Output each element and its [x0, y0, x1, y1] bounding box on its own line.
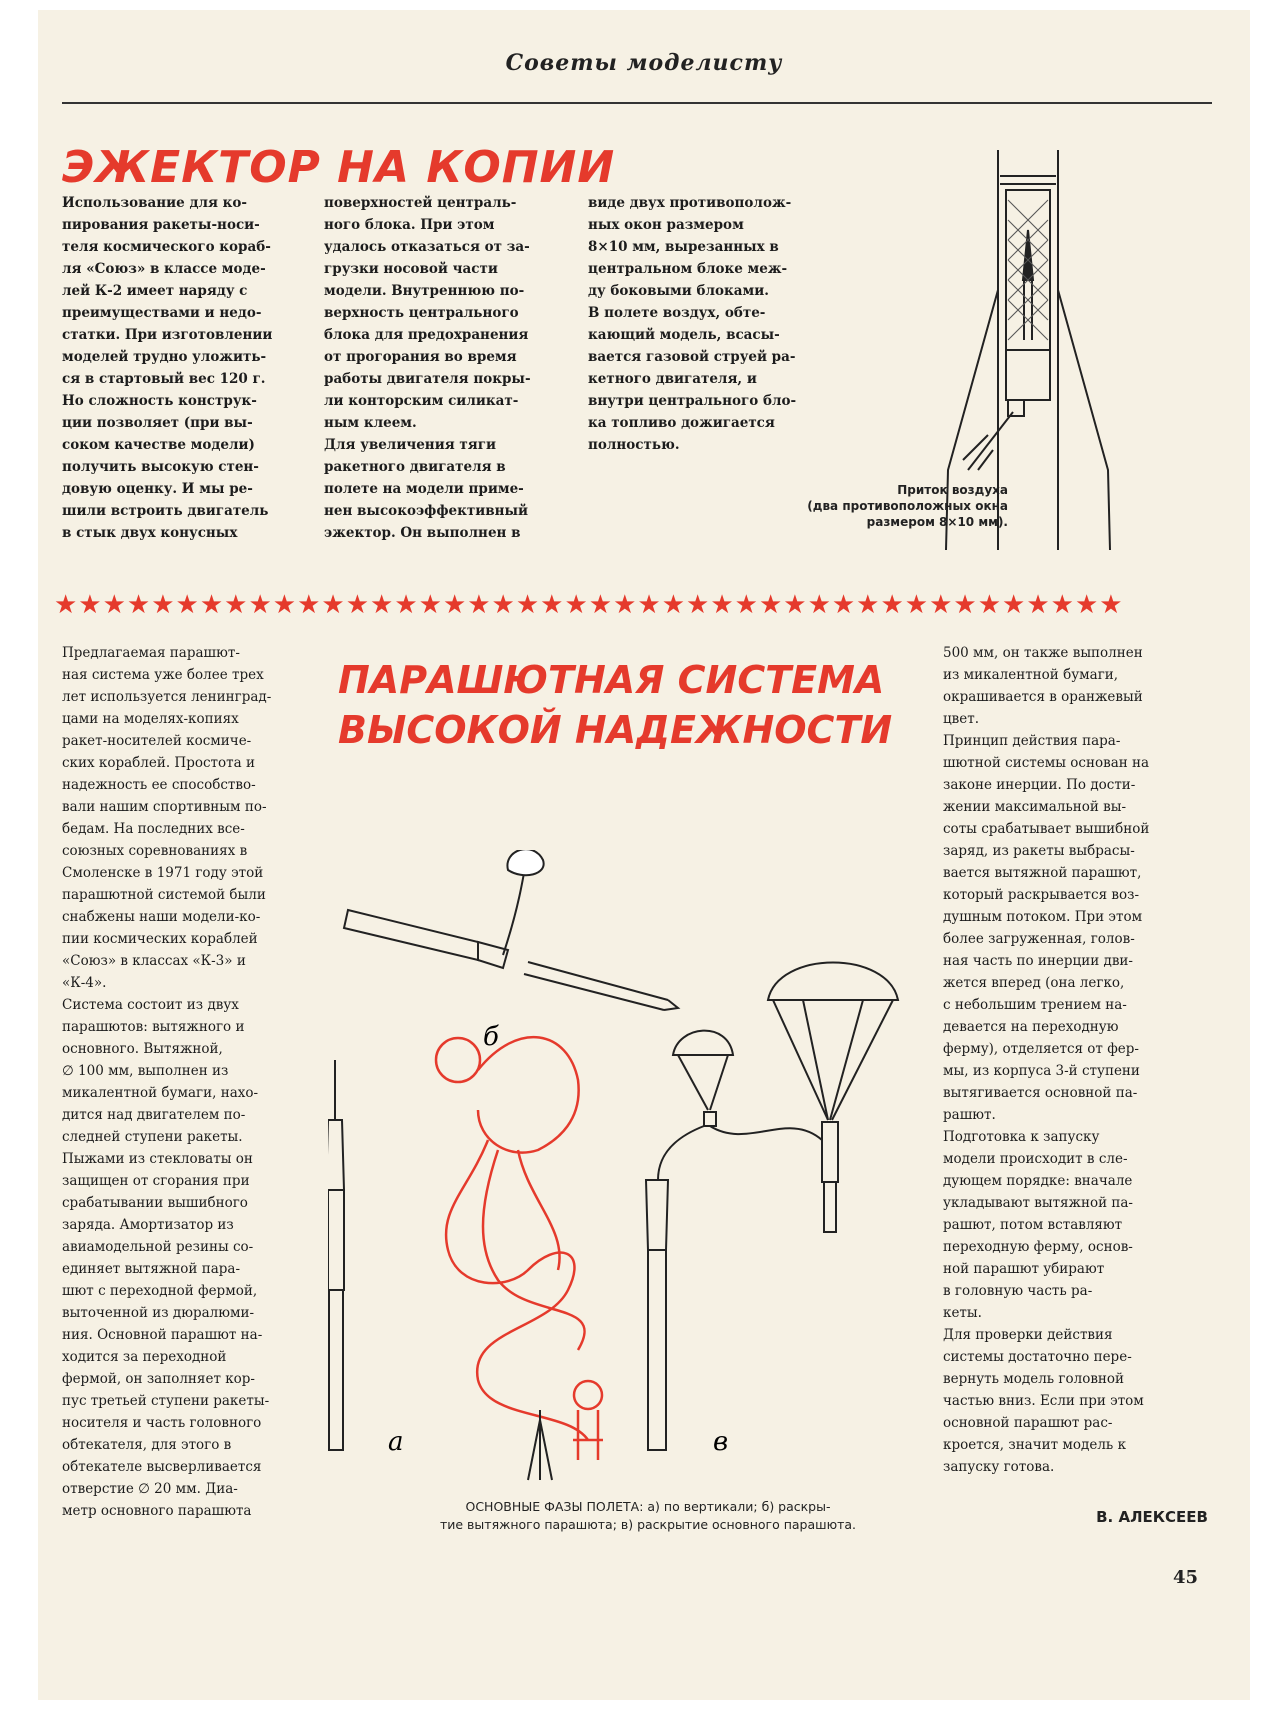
article2-title: [338, 655, 938, 755]
star-separator: ★★★★★★★★★★★★★★★★★★★★★★★★★★★★★★★★★★★★★★★★★★★★: [54, 590, 1124, 620]
magazine-page: [38, 10, 1250, 1700]
rocket-a: [328, 1060, 344, 1450]
label-a: а: [388, 1427, 404, 1457]
rocket-v: [646, 963, 898, 1451]
article2-left-column: Предлагаемая парашют- ная система уже более трех лет используется ленинград- цами на моделях-копиях ракет-носителей космиче- ских кораблей. Простота и надежность ее способство- вали нашим спортивным по- бедам. На последних все- союзных соревнованиях в Смоленске в 1971 году этой парашютной системой были снабжены наши модели-ко- пии космических кораблей «Союз» в классах «К-3» и «К-4». Система состоит из двух парашютов: вытяжного и основного. Вытяжной, ∅ 100 мм, выполнен из микалентной бумаги, нахо- дится над двигателем по- следней ступени ракеты. Пыжами из стекловаты он защищен от сгорания при срабатывании вышибного заряда. Амортизатор из авиамодельной резины со- единяет вытяжной пара- шют с переходной фермой, выточенной из дюралюми- ния. Основной парашют на- ходится за переходной фермой, он заполняет кор- пус третьей ступени ракеты- носителя и часть головного обтекателя, для этого в обтекателе высверливается отверстие ∅ 20 мм. Диа- метр основного парашюта: [62, 645, 272, 1519]
article2-right-column: 500 мм, он также выполнен из микалентной бумаги, окрашивается в оранжевый цвет. Принцип действия пара- шютной системы основан на законе инерции. По дости- жении максимальной вы- соты срабатывает вышибной заряд, из ракеты выбрасы- вается вытяжной парашют, который раскрывается воз- душным потоком. При этом более загруженная, голов- ная часть по инерции дви- жется вперед (она легко, с небольшим трением на- девается на переходную ферму), отделяется от фер- мы, из корпуса 3-й ступени вытягивается основной па- рашют. Подготовка к запуску модели происходит в сле- дующем порядке: вначале укладывают вытяжной па- рашют, потом вставляют переходную ферму, основ- ной парашют убирают в головную часть ра- кеты. Для проверки действия системы достаточно пере- вернуть модель головной частью вниз. Если при этом основной парашют рас- кроется, значит модель к запуску готова.: [943, 645, 1150, 1475]
cartoon-parachute: [436, 1037, 603, 1460]
article1-column-2: поверхностей централь- ного блока. При этом удалось отказаться от за- грузки носовой части модели. Внутреннюю по- верхность центрального блока для предохранения от прогорания во время работы двигателя покры- ли конторским силикат- ным клеем. Для увеличения тяги ракетного двигателя в полете на модели приме- нен высокоэффективный эжектор. Он выполнен в: [324, 195, 531, 541]
label-b: б: [483, 1022, 499, 1052]
article1-column-3: виде двух противополож- ных окон размером 8×10 мм, вырезанных в центральном блоке меж- ду боковыми блоками. В полете воздух, обте- кающий модель, всасы- вается газовой струей ра- кетного двигателя, и внутри центрального бло- ка топливо дожигается полностью.: [588, 195, 797, 453]
section-header: Советы моделисту: [505, 50, 783, 76]
article2-title-line2: ВЫСОКОЙ НАДЕЖНОСТИ: [338, 708, 893, 752]
header-rule: [62, 102, 1212, 104]
author-name: В. АЛЕКСЕЕВ: [1096, 1508, 1208, 1526]
page-number: 45: [1172, 1567, 1198, 1588]
flight-phases-illustration: [328, 850, 938, 1490]
article1-title: ЭЖЕКТОР НА КОПИИ: [62, 142, 616, 193]
label-v: в: [713, 1427, 729, 1457]
diagram-caption: Приток воздуха (два противоположных окна размером 8×10 мм).: [807, 483, 1008, 529]
article2-title-line1: ПАРАШЮТНАЯ СИСТЕМА: [338, 658, 885, 702]
figure-caption: ОСНОВНЫЕ ФАЗЫ ПОЛЕТА: а) по вертикали; б) раскры- тие вытяжного парашюта; в) раскрытие основного парашюта.: [439, 1499, 856, 1532]
rocket-b: [344, 850, 678, 1010]
article1-column-1: Использование для ко- пирования ракеты-носи- теля космического кораб- ля «Союз» в классе моде- лей К-2 имеет наряду с преимуществами и недо- статки. При изготовлении моделей трудно уложить- ся в стартовый вес 120 г. Но сложность конструк- ции позволяет (при вы- соком качестве модели) получить высокую стен- довую оценку. И мы ре- шили встроить двигатель в стык двух конусных: [62, 195, 273, 541]
